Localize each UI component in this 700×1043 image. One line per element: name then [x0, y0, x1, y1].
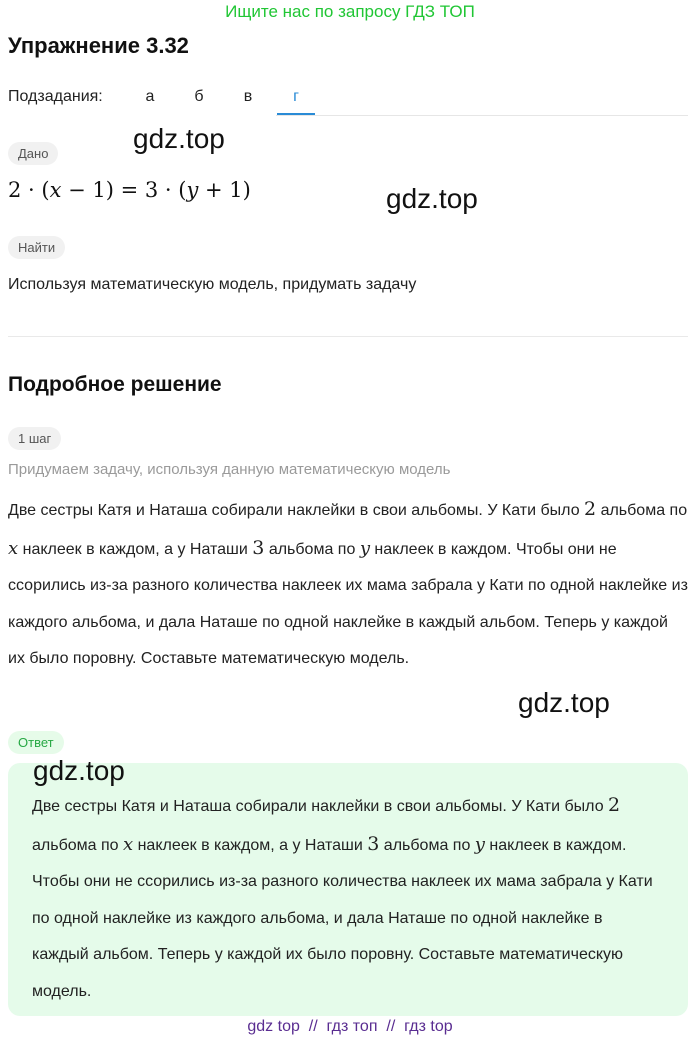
- text-part: Две сестры Катя и Наташа собирали наклейки в свои альбомы. У Кати было: [8, 502, 585, 519]
- answer-badge: Ответ: [8, 731, 64, 754]
- step-hint: Придумаем задачу, используя данную математическую модель: [8, 461, 451, 478]
- formula-var-y: y: [186, 178, 199, 202]
- watermark-2: gdz.top: [386, 183, 478, 214]
- math-var-x: x: [8, 537, 19, 559]
- text-part: наклеек в каждом. Чтобы они не ссорились из-за разного количества наклеек их мама забрала у Кати по одной наклейке из каждого альбома, и дала Наташе по одной наклейке в каждый альбом. Теперь у каждой их было поровну. Составьте математическую модель.: [8, 540, 688, 667]
- solution-title: Подробное решение: [8, 373, 222, 396]
- math-var-x: x: [122, 833, 134, 855]
- tab-a[interactable]: а: [145, 88, 155, 105]
- subtasks-label: Подзадания:: [8, 88, 103, 105]
- given-badge: Дано: [8, 142, 58, 165]
- math-var-y: y: [474, 833, 485, 855]
- formula-part: + 1): [198, 178, 251, 202]
- tab-b[interactable]: б: [194, 88, 204, 105]
- text-part: наклеек в каждом, а у Наташи: [18, 540, 253, 558]
- watermark-4: gdz.top: [33, 755, 125, 786]
- find-badge: Найти: [8, 236, 65, 259]
- math-number: 3: [252, 536, 265, 559]
- step-badge: 1 шаг: [8, 427, 61, 450]
- tabs-divider: [276, 115, 688, 116]
- math-var-y: y: [359, 537, 370, 559]
- section-divider: [8, 336, 688, 337]
- subtasks-nav: [8, 86, 688, 116]
- text-part: альбома по: [264, 540, 360, 558]
- math-number: 2: [584, 498, 597, 520]
- tab-v[interactable]: в: [243, 88, 253, 105]
- text-part: альбома по: [379, 836, 475, 854]
- solution-text: [8, 491, 688, 678]
- text-part: Две сестры Катя и Наташа собирали наклейки в свои альбомы. У Кати было: [32, 798, 609, 815]
- math-number: 3: [367, 832, 380, 855]
- answer-text: [32, 787, 662, 1010]
- math-number: 2: [608, 794, 621, 816]
- tab-g[interactable]: г: [293, 88, 299, 105]
- text-part: наклеек в каждом, а у Наташи: [133, 836, 368, 854]
- watermark-3: gdz.top: [518, 687, 610, 718]
- top-banner: Ищите нас по запросу ГДЗ ТОП: [225, 2, 475, 21]
- find-text: Используя математическую модель, придумать задачу: [8, 276, 417, 293]
- given-formula: [8, 178, 251, 202]
- watermark-1: gdz.top: [133, 123, 225, 154]
- formula-part: 2 · (: [8, 178, 50, 202]
- exercise-title: Упражнение 3.32: [8, 33, 189, 58]
- formula-var-x: x: [49, 178, 62, 202]
- text-part: наклеек в каждом. Чтобы они не ссорились из-за разного количества наклеек их мама забрала у Кати по одной наклейке из каждого альбома, и дала Наташе по одной наклейке в каждый альбом. Теперь у каждой их было поровну. Составьте математическую модель.: [32, 836, 653, 1000]
- text-part: альбома по: [596, 502, 688, 519]
- footer-links[interactable]: gdz top // гдз топ // гдз top: [247, 1018, 453, 1035]
- formula-part: − 1) = 3 · (: [61, 178, 187, 202]
- text-part: альбома по: [32, 836, 123, 854]
